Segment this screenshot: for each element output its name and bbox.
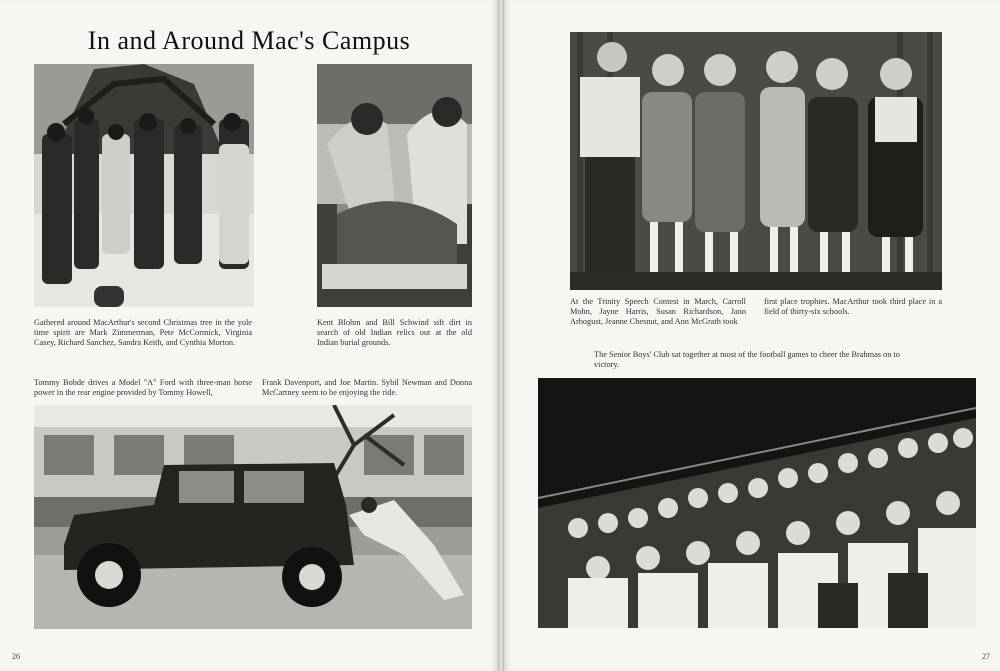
model-a-caption-right: Frank Davenport, and Joe Martin. Sybil Newman and Donna McCartney seem to be enjoying the ride. [262, 378, 472, 397]
senior-boys-club-photo [538, 378, 976, 628]
page-number-left: 26 [12, 652, 20, 661]
christmas-tree-photo [34, 64, 254, 307]
relic-dig-caption: Kent Blohm and Bill Schwind sift dirt in search of old Indian relics out at the old Indian burial grounds. [317, 318, 472, 347]
speech-contest-photo [570, 32, 942, 290]
page-number-right: 27 [982, 652, 990, 661]
speech-contest-caption-left: At the Trinity Speech Contest in March, Carroll Mohn, Jayne Harris, Susan Richardson, Jann Arbogust, Jeanne Chesnut, and Ann McGrath took [570, 297, 746, 326]
relic-dig-photo [317, 64, 472, 307]
model-a-caption-left: Tommy Bohde drives a Model "A" Ford with three-man horse power in the rear engine provided by Tommy Howell, [34, 378, 252, 397]
boys-club-caption: The Senior Boys' Club sat together at most of the football games to cheer the Brahmas on to victory. [594, 350, 900, 369]
right-page [504, 0, 1000, 671]
page-title: In and Around Mac's Campus [87, 26, 411, 55]
speech-contest-caption-right: first place trophies. MacArthur took third place in a field of thirty-six schools. [764, 297, 942, 316]
christmas-tree-caption: Gathered around MacArthur's second Christmas tree in the yule time spirit are Mark Zimmerman, Pete McCormick, Virginia Casey, Richard Sanchez, Sandra Keith, and Cynthia Morton. [34, 318, 252, 347]
left-page [0, 0, 498, 671]
model-a-ford-photo [34, 405, 472, 629]
